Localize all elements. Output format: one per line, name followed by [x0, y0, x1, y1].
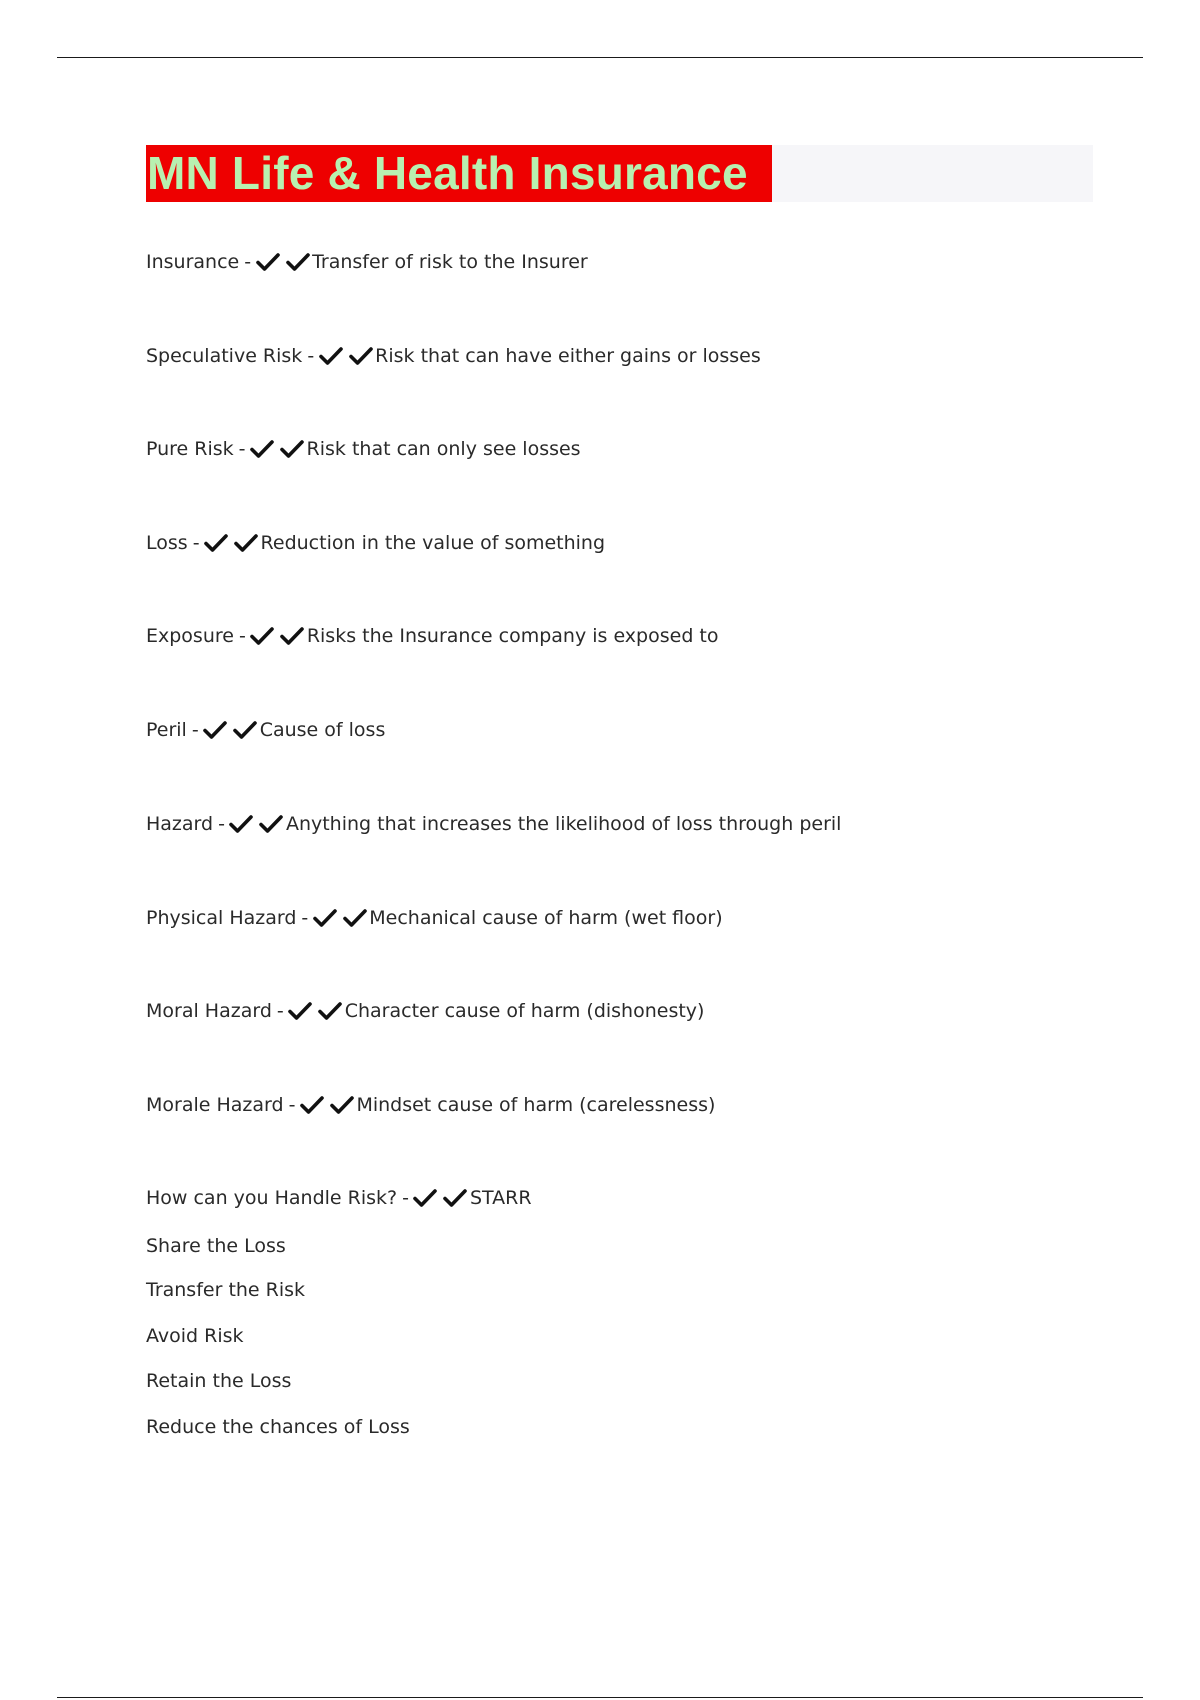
glossary-entry	[146, 621, 719, 651]
entry-separator: -	[238, 438, 246, 460]
entry-separator: -	[191, 719, 199, 741]
entry-definition: Mechanical cause of harm (wet floor)	[369, 907, 723, 929]
entry-term: How can you Handle Risk?	[146, 1187, 398, 1209]
checkmark-icon	[288, 1000, 313, 1022]
bottom-rule	[57, 1697, 1143, 1698]
entry-term: Peril	[146, 719, 187, 741]
title-highlight	[146, 145, 772, 202]
checkmark-icon	[255, 251, 280, 273]
checkmark-icon	[342, 907, 367, 929]
checkmark-icon	[299, 1094, 324, 1116]
starr-item: Transfer the Risk	[146, 1279, 306, 1301]
glossary-entry	[146, 903, 723, 933]
entry-term: Loss	[146, 532, 188, 554]
starr-item: Retain the Loss	[146, 1370, 292, 1392]
starr-item: Avoid Risk	[146, 1325, 244, 1347]
checkmark-icon	[259, 813, 284, 835]
entry-definition: Anything that increases the likelihood of loss through peril	[285, 813, 842, 835]
entry-definition: Risk that can only see losses	[306, 438, 581, 460]
glossary-entry	[146, 1183, 532, 1213]
checkmark-icon	[234, 532, 259, 554]
entry-term: Exposure	[146, 625, 234, 647]
entry-definition: Cause of loss	[259, 719, 386, 741]
checkmark-icon	[318, 1000, 343, 1022]
entry-term: Pure Risk	[146, 438, 234, 460]
entry-separator: -	[288, 1094, 296, 1116]
entry-separator: -	[218, 813, 225, 835]
checkmark-icon	[280, 438, 305, 460]
entry-definition: Risks the Insurance company is exposed to	[306, 625, 719, 647]
checkmark-icon	[318, 345, 343, 367]
entry-term: Insurance	[146, 251, 240, 273]
checkmark-icon	[348, 345, 373, 367]
checkmark-icon	[413, 1187, 438, 1209]
glossary-entry	[146, 247, 588, 277]
checkmark-icon	[312, 907, 337, 929]
entry-separator: -	[244, 251, 252, 273]
entry-separator: -	[238, 625, 246, 647]
entry-definition: Reduction in the value of something	[260, 532, 606, 554]
starr-item: Reduce the chances of Loss	[146, 1416, 410, 1438]
checkmark-icon	[233, 719, 258, 741]
entry-separator: -	[307, 345, 315, 367]
entry-term: Speculative Risk	[146, 345, 303, 367]
checkmark-icon	[443, 1187, 468, 1209]
entry-definition: Risk that can have either gains or losses	[375, 345, 761, 367]
entry-separator: -	[402, 1187, 409, 1209]
entry-term: Physical Hazard	[146, 907, 297, 929]
entry-definition: Transfer of risk to the Insurer	[312, 251, 588, 273]
entry-separator: -	[192, 532, 200, 554]
entry-term: Moral Hazard	[146, 1000, 272, 1022]
glossary-entry	[146, 996, 704, 1026]
checkmark-icon	[329, 1094, 354, 1116]
entry-definition: Mindset cause of harm (carelessness)	[356, 1094, 716, 1116]
top-rule	[57, 57, 1143, 58]
starr-item: Share the Loss	[146, 1235, 286, 1257]
entry-separator: -	[301, 907, 309, 929]
entry-term: Morale Hazard	[146, 1094, 284, 1116]
checkmark-icon	[250, 438, 275, 460]
checkmark-icon	[204, 532, 229, 554]
glossary-entry	[146, 528, 605, 558]
glossary-entry	[146, 809, 841, 839]
glossary-entry	[146, 341, 761, 371]
entry-separator: -	[276, 1000, 284, 1022]
entry-term: Hazard	[146, 813, 214, 835]
checkmark-icon	[203, 719, 228, 741]
glossary-entry	[146, 715, 385, 745]
checkmark-icon	[280, 625, 305, 647]
checkmark-icon	[250, 625, 275, 647]
checkmark-icon	[229, 813, 254, 835]
glossary-entry	[146, 434, 581, 464]
document-title: MN Life & Health Insurance	[147, 147, 748, 199]
glossary-entry	[146, 1090, 715, 1120]
checkmark-icon	[285, 251, 310, 273]
entry-definition: STARR	[469, 1187, 532, 1209]
entry-definition: Character cause of harm (dishonesty)	[344, 1000, 705, 1022]
